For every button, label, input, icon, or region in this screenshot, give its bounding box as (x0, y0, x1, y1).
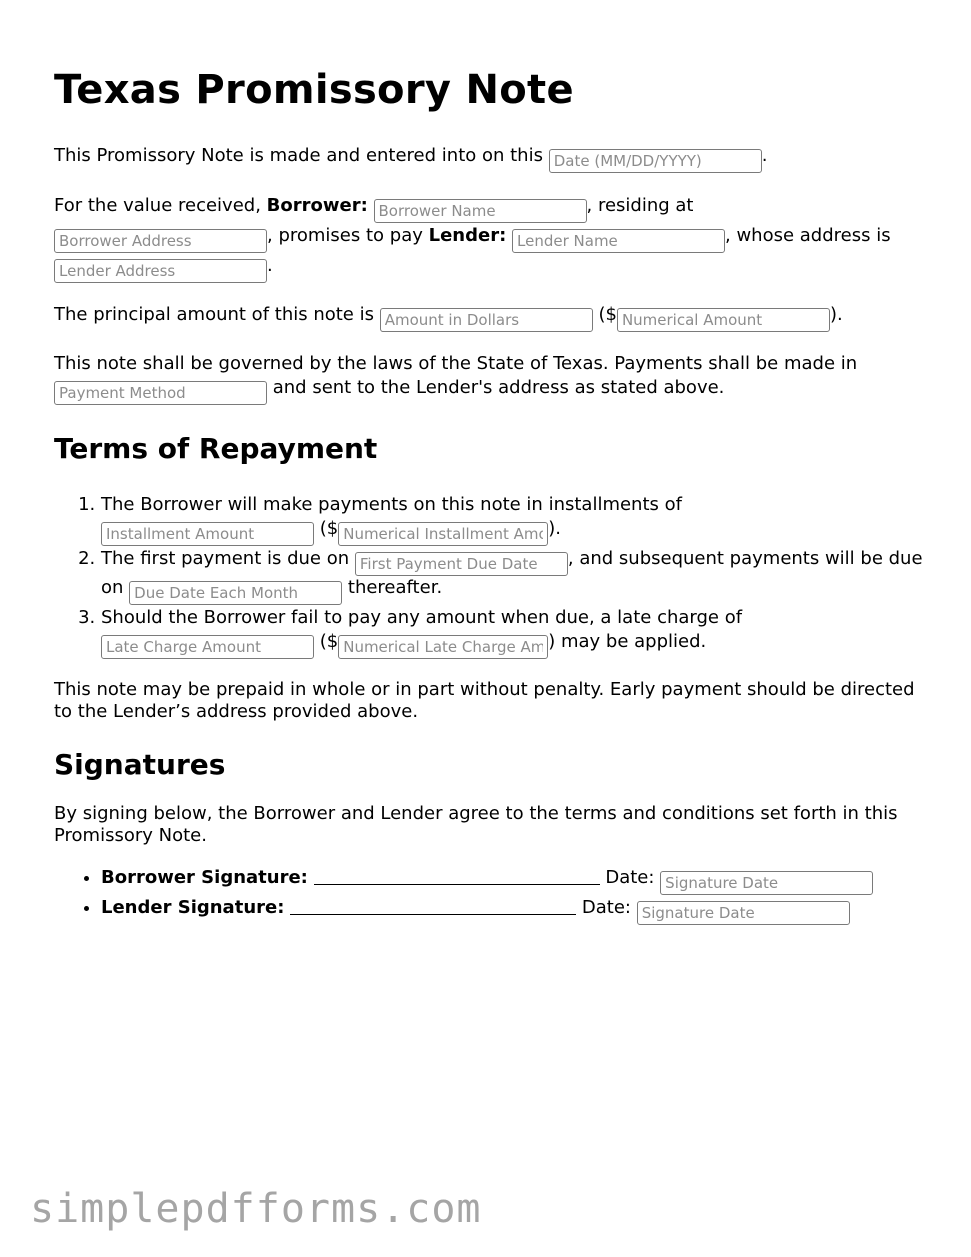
agreement-date-field[interactable] (549, 149, 762, 173)
lender-signature-date-field[interactable] (637, 901, 850, 925)
prepay-paragraph: This note may be prepaid in whole or in part without penalty. Early payment should be directed to the Lender’s address provided above. (54, 679, 915, 722)
repayment-list (54, 493, 924, 659)
borrower-signature-row: • Borrower Signature: Date: Signature Date (101, 865, 924, 895)
lender-address-field[interactable] (54, 259, 267, 283)
lender-signature-row: • Lender Signature: Date: Signature Date (101, 895, 924, 925)
installment-amount-field[interactable] (101, 522, 314, 546)
borrower-name-field[interactable] (374, 199, 587, 223)
lender-label: Lender: (428, 225, 507, 246)
installment-numerical-field[interactable] (338, 522, 548, 546)
late-charge-amount-field[interactable] (101, 635, 314, 659)
signatures-paragraph: By signing below, the Borrower and Lender agree to the terms and conditions set forth in this Promissory Note. (54, 803, 898, 846)
page-title: Texas Promissory Note (54, 67, 574, 113)
payment-method-field[interactable] (54, 381, 267, 405)
site-watermark: simplepdfforms.com (30, 1186, 482, 1232)
borrower-address-field[interactable] (54, 229, 267, 253)
principal-numerical-field[interactable] (617, 308, 830, 332)
intro-paragraph: This Promissory Note is made and entered into on this Date (MM/DD/YYYY) . (54, 144, 924, 173)
lender-name-field[interactable] (512, 229, 725, 253)
first-payment-date-field[interactable] (355, 552, 568, 576)
parties-paragraph: For the value received, Borrower: Borrower Name , residing at Borrower Address, promises to pay Lender: Lender Name , whose address is Lender Address. (54, 193, 924, 283)
borrower-signature-label: Borrower Signature: (101, 867, 308, 888)
lender-signature-label: Lender Signature: (101, 897, 285, 918)
borrower-label: Borrower: (266, 195, 368, 216)
late-charge-numerical-field[interactable] (338, 635, 548, 659)
principal-amount-field[interactable] (380, 308, 593, 332)
repayment-item-due-dates: 2. The first payment is due on First Payment Due Date , and subsequent payments will be due on Due Date Each Month thereafter. (101, 547, 924, 605)
signature-list (54, 865, 924, 925)
repayment-item-late-charge: 3. Should the Borrower fail to pay any amount when due, a late charge of Late Charge Amount ($Numerical Late Charge Amount ) may be applied. (101, 606, 924, 659)
governing-paragraph: This note shall be governed by the laws of the State of Texas. Payments shall be made in Payment Method and sent to the Lender's address as stated above. (54, 352, 924, 405)
lender-signature-line[interactable] (290, 896, 576, 915)
principal-paragraph: The principal amount of this note is Amount in Dollars ($Numerical Amount ). (54, 303, 924, 332)
borrower-signature-date-field[interactable] (660, 871, 873, 895)
repayment-heading: Terms of Repayment (54, 432, 378, 465)
borrower-signature-line[interactable] (314, 866, 600, 885)
document-page (54, 62, 924, 925)
signatures-heading: Signatures (54, 748, 226, 781)
repayment-item-installments: 1. The Borrower will make payments on this note in installments of Installment Amount ($Numerical Installment Amount ). (101, 493, 924, 546)
due-date-each-month-field[interactable] (129, 581, 342, 605)
